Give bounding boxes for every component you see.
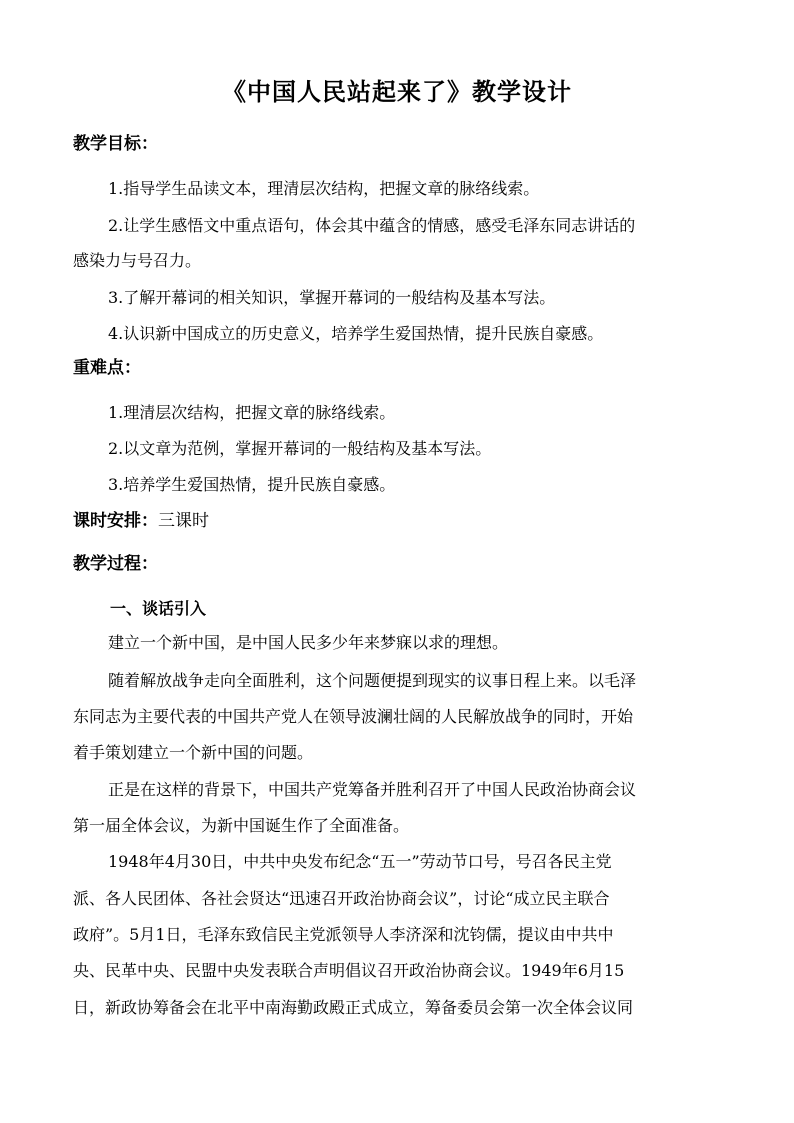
process-line-6: 第一届全体会议，为新中国诞生作了全面准备。	[73, 816, 410, 835]
process-line-9: 政府”。5月1日，毛泽东致信民主党派领导人李济深和沈钧儒，提议由中共中	[73, 925, 614, 944]
process-heading: 教学过程：	[73, 554, 158, 574]
process-line-4: 着手策划建立一个新中国的问题。	[73, 743, 314, 762]
key-points-heading: 重难点：	[73, 358, 141, 378]
key-point-line-3: 3.培养学生爱国热情，提升民族自豪感。	[108, 475, 396, 494]
schedule-row	[73, 508, 209, 534]
schedule-heading: 课时安排：	[73, 511, 158, 531]
process-line-10: 央、民革中央、民盟中央发表联合声明倡议召开政治协商会议。1949年6月15	[73, 961, 625, 980]
process-line-1: 建立一个新中国，是中国人民多少年来梦寐以求的理想。	[108, 633, 509, 652]
objective-line-2: 2.让学生感悟文中重点语句，体会其中蕴含的情感，感受毛泽东同志讲话的	[108, 216, 636, 235]
objective-line-1: 1.指导学生品读文本，理清层次结构，把握文章的脉络线索。	[108, 179, 540, 198]
process-line-7: 1948年4月30日，中共中央发布纪念“五一”劳动节口号，号召各民主党	[108, 852, 612, 871]
objective-line-4: 4.认识新中国成立的历史意义，培养学生爱国热情，提升民族自豪感。	[108, 324, 604, 343]
objectives-heading: 教学目标：	[73, 134, 158, 154]
process-line-5: 正是在这样的背景下，中国共产党筹备并胜利召开了中国人民政治协商会议	[108, 780, 637, 799]
process-line-3: 东同志为主要代表的中国共产党人在领导波澜壮阔的人民解放战争的同时，开始	[73, 707, 634, 726]
process-line-2: 随着解放战争走向全面胜利，这个问题便提到现实的议事日程上来。以毛泽	[108, 671, 637, 690]
schedule-value: 三课时	[158, 511, 209, 531]
key-point-line-2: 2.以文章为范例，掌握开幕词的一般结构及基本写法。	[108, 439, 492, 458]
process-line-8: 派、各人民团体、各社会贤达“迅速召开政治协商会议”，讨论“成立民主联合	[73, 889, 610, 908]
key-point-line-1: 1.理清层次结构，把握文章的脉络线索。	[108, 403, 396, 422]
document-title: 《中国人民站起来了》教学设计	[222, 78, 572, 106]
objective-line-3: 3.了解开幕词的相关知识，掌握开幕词的一般结构及基本写法。	[108, 288, 556, 307]
objective-line-2-cont: 感染力与号召力。	[73, 251, 202, 270]
process-line-11: 日，新政协筹备会在北平中南海勤政殿正式成立，筹备委员会第一次全体会议同	[73, 998, 634, 1017]
section-1-heading: 一、谈话引入	[110, 599, 207, 618]
